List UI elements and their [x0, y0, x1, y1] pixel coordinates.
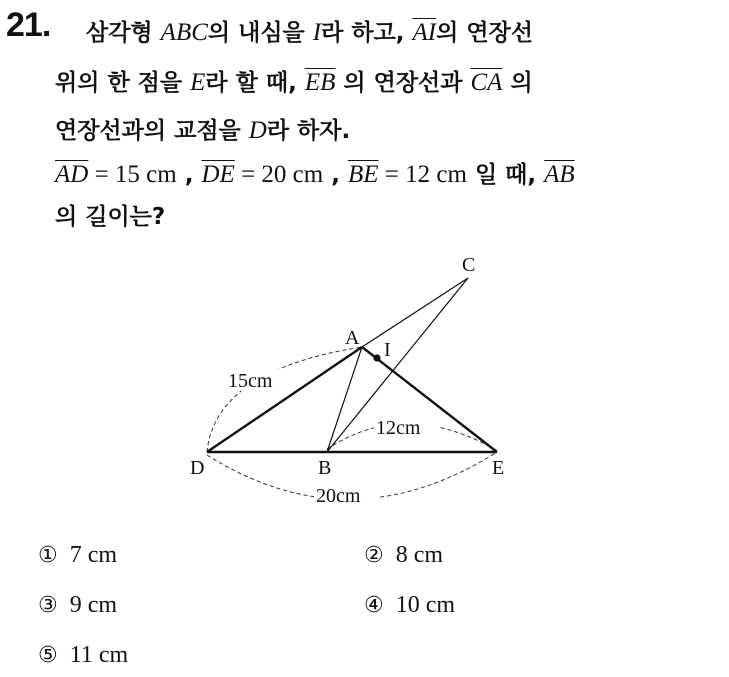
measure-ad: 15cm [228, 370, 273, 392]
label-e: E [492, 457, 505, 479]
text: 라 할 때, [205, 70, 305, 96]
text: 삼각형 [86, 20, 161, 46]
math-be: $\overline{BE}$ [348, 161, 379, 188]
text: 의 연장선과 [335, 70, 471, 96]
choice-text: 11 cm [69, 642, 129, 668]
math-eb: $\overline{EB}$ [304, 69, 336, 96]
choice-mark: ④ [364, 593, 384, 618]
choice-mark: ③ [38, 593, 58, 618]
choice-text: 7 cm [69, 542, 118, 568]
choice-1[interactable] [38, 542, 117, 569]
question-number: 21. [6, 6, 51, 44]
text: 일 때, [466, 162, 545, 188]
value-be: = 12 cm [378, 161, 467, 188]
measure-be: 12cm [376, 417, 421, 439]
label-b: B [318, 457, 332, 479]
math-ab: $\overline{AB}$ [544, 161, 575, 188]
math-ad: $\overline{AD}$ [55, 161, 89, 188]
label-d: D [190, 457, 205, 479]
segment-ab [327, 347, 362, 452]
text: 라 하고, [321, 20, 413, 46]
label-c: C [462, 254, 476, 276]
text: 의 연장선 [436, 20, 534, 46]
math-e: E [190, 69, 206, 96]
choice-text: 10 cm [395, 592, 456, 618]
choice-3[interactable] [38, 592, 117, 619]
choice-5[interactable] [38, 642, 128, 669]
text: 의 내심을 [207, 20, 313, 46]
choice-text: 9 cm [69, 592, 118, 618]
separator: , [176, 162, 202, 188]
math-de: $\overline{DE}$ [201, 161, 235, 188]
choice-mark: ① [38, 543, 58, 568]
label-a: A [345, 327, 360, 349]
separator: , [323, 162, 348, 188]
math-ca: $\overline{CA}$ [470, 69, 503, 96]
choice-text: 8 cm [395, 542, 444, 568]
math-abc: ABC [160, 19, 208, 46]
choice-2[interactable] [364, 542, 443, 569]
measure-de: 20cm [316, 485, 361, 507]
text: 의 길이는? [55, 204, 166, 230]
text: 의 [502, 70, 533, 96]
value-de: = 20 cm [234, 161, 324, 188]
choice-mark: ⑤ [38, 643, 58, 668]
choice-mark: ② [364, 543, 384, 568]
math-ai: $\overline{AI}$ [412, 19, 437, 46]
text: 연장선과의 교점을 [55, 118, 249, 144]
math-i: I [312, 19, 322, 46]
math-d: D [248, 117, 267, 144]
point-i-dot [373, 354, 380, 361]
text: 라 하자. [266, 118, 351, 144]
text: 위의 한 점을 [55, 70, 191, 96]
value-ad: = 15 cm [88, 161, 177, 188]
label-i: I [384, 339, 391, 361]
choice-4[interactable] [364, 592, 455, 619]
segment-ac [362, 278, 468, 347]
segment-da [207, 347, 362, 452]
